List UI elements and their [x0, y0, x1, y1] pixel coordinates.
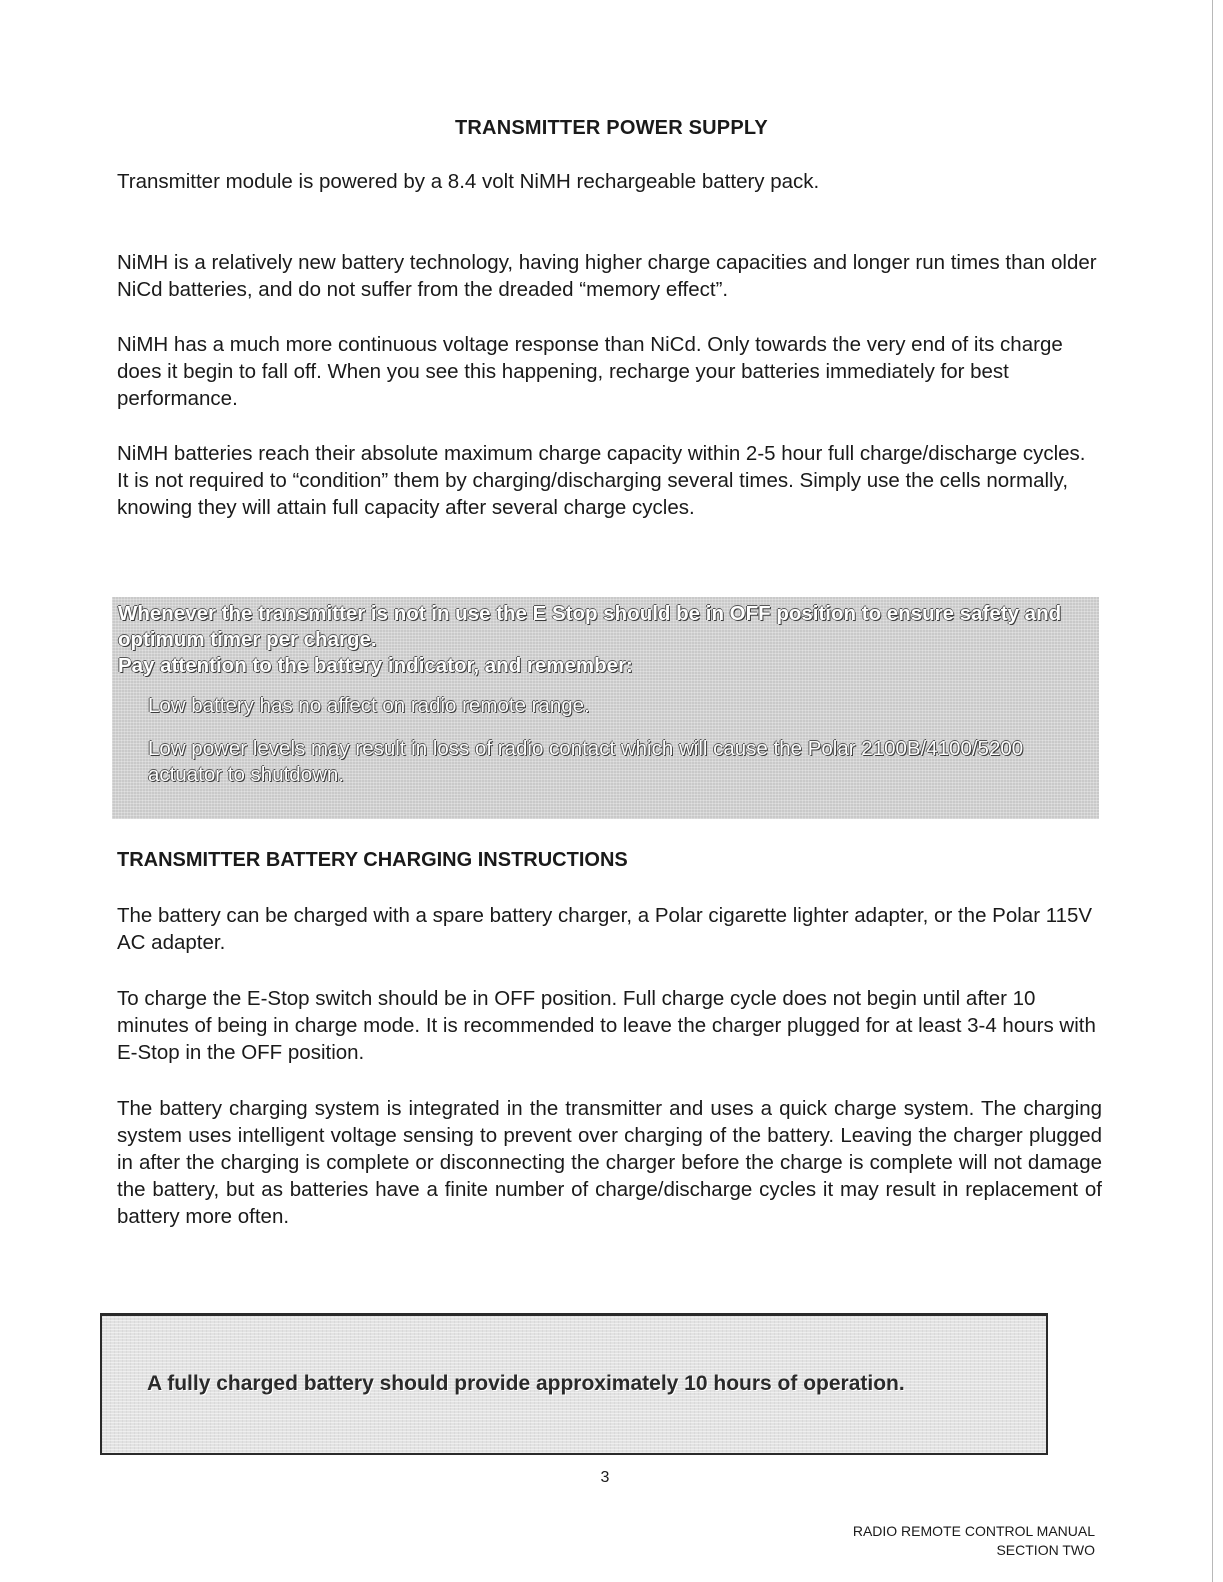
- notice-item-low-battery: Low battery has no affect on radio remote range.: [148, 694, 590, 717]
- section-title-charging-instructions: TRANSMITTER BATTERY CHARGING INSTRUCTIONS: [117, 849, 628, 871]
- battery-notice-box: [112, 597, 1099, 819]
- paragraph-charger-options: The battery can be charged with a spare battery charger, a Polar cigarette lighter adapter, or the Polar 115V AC adapter.: [117, 904, 1093, 954]
- paragraph-nimh-technology: NiMH is a relatively new battery technology, having higher charge capacities and longer run times than older NiCd batteries, and do not suffer from the dreaded “memory effect”.: [117, 251, 1097, 301]
- operation-summary-box: [100, 1313, 1048, 1455]
- notice-item-low-power: Low power levels may result in loss of radio contact which will cause the Polar 2100B/4100/5200 actuator to shutdown.: [148, 737, 1024, 786]
- paragraph-battery-pack: Transmitter module is powered by a 8.4 volt NiMH rechargeable battery pack.: [117, 170, 820, 193]
- page-footer: [853, 1522, 1095, 1560]
- page-edge-line: [1212, 0, 1213, 1582]
- footer-section-name: SECTION TWO: [996, 1542, 1095, 1558]
- paragraph-charging-system: The battery charging system is integrated in the transmitter and uses a quick charge system. The charging system uses intelligent voltage sensing to prevent over charging of the battery. Leaving the charger plugged in after the charging is complete or disconnecting the charger before the charge is complete will not damage the battery, but as batteries have a finite number of charge/discharge cycles it may result in replacement of battery more often.: [117, 1097, 1102, 1228]
- paragraph-charge-capacity: NiMH batteries reach their absolute maximum charge capacity within 2-5 hour full charge/discharge cycles. It is not required to “condition” them by charging/discharging several times. Simply use the cells normally, knowing they will attain full capacity after several charge cycles.: [117, 442, 1086, 519]
- footer-manual-title: RADIO REMOTE CONTROL MANUAL: [852, 1523, 1095, 1539]
- section-title-power-supply: TRANSMITTER POWER SUPPLY: [455, 117, 768, 139]
- operation-summary-text: A fully charged battery should provide approximately 10 hours of operation.: [147, 1372, 905, 1395]
- paragraph-voltage-response: NiMH has a much more continuous voltage response than NiCd. Only towards the very end of its charge does it begin to fall off. When you see this happening, recharge your batteries immediately for best performance.: [117, 333, 1063, 410]
- notice-indicator-text: Pay attention to the battery indicator, and remember:: [118, 654, 633, 677]
- notice-estop-text: Whenever the transmitter is not in use the E Stop should be in OFF position to ensure safety and optimum timer per charge.: [118, 602, 1062, 651]
- paragraph-charge-procedure: To charge the E-Stop switch should be in OFF position. Full charge cycle does not begin until after 10 minutes of being in charge mode. It is recommended to leave the charger plugged for at least 3-4 hours with E-Stop in the OFF position.: [117, 987, 1096, 1064]
- page-number: 3: [600, 1469, 610, 1486]
